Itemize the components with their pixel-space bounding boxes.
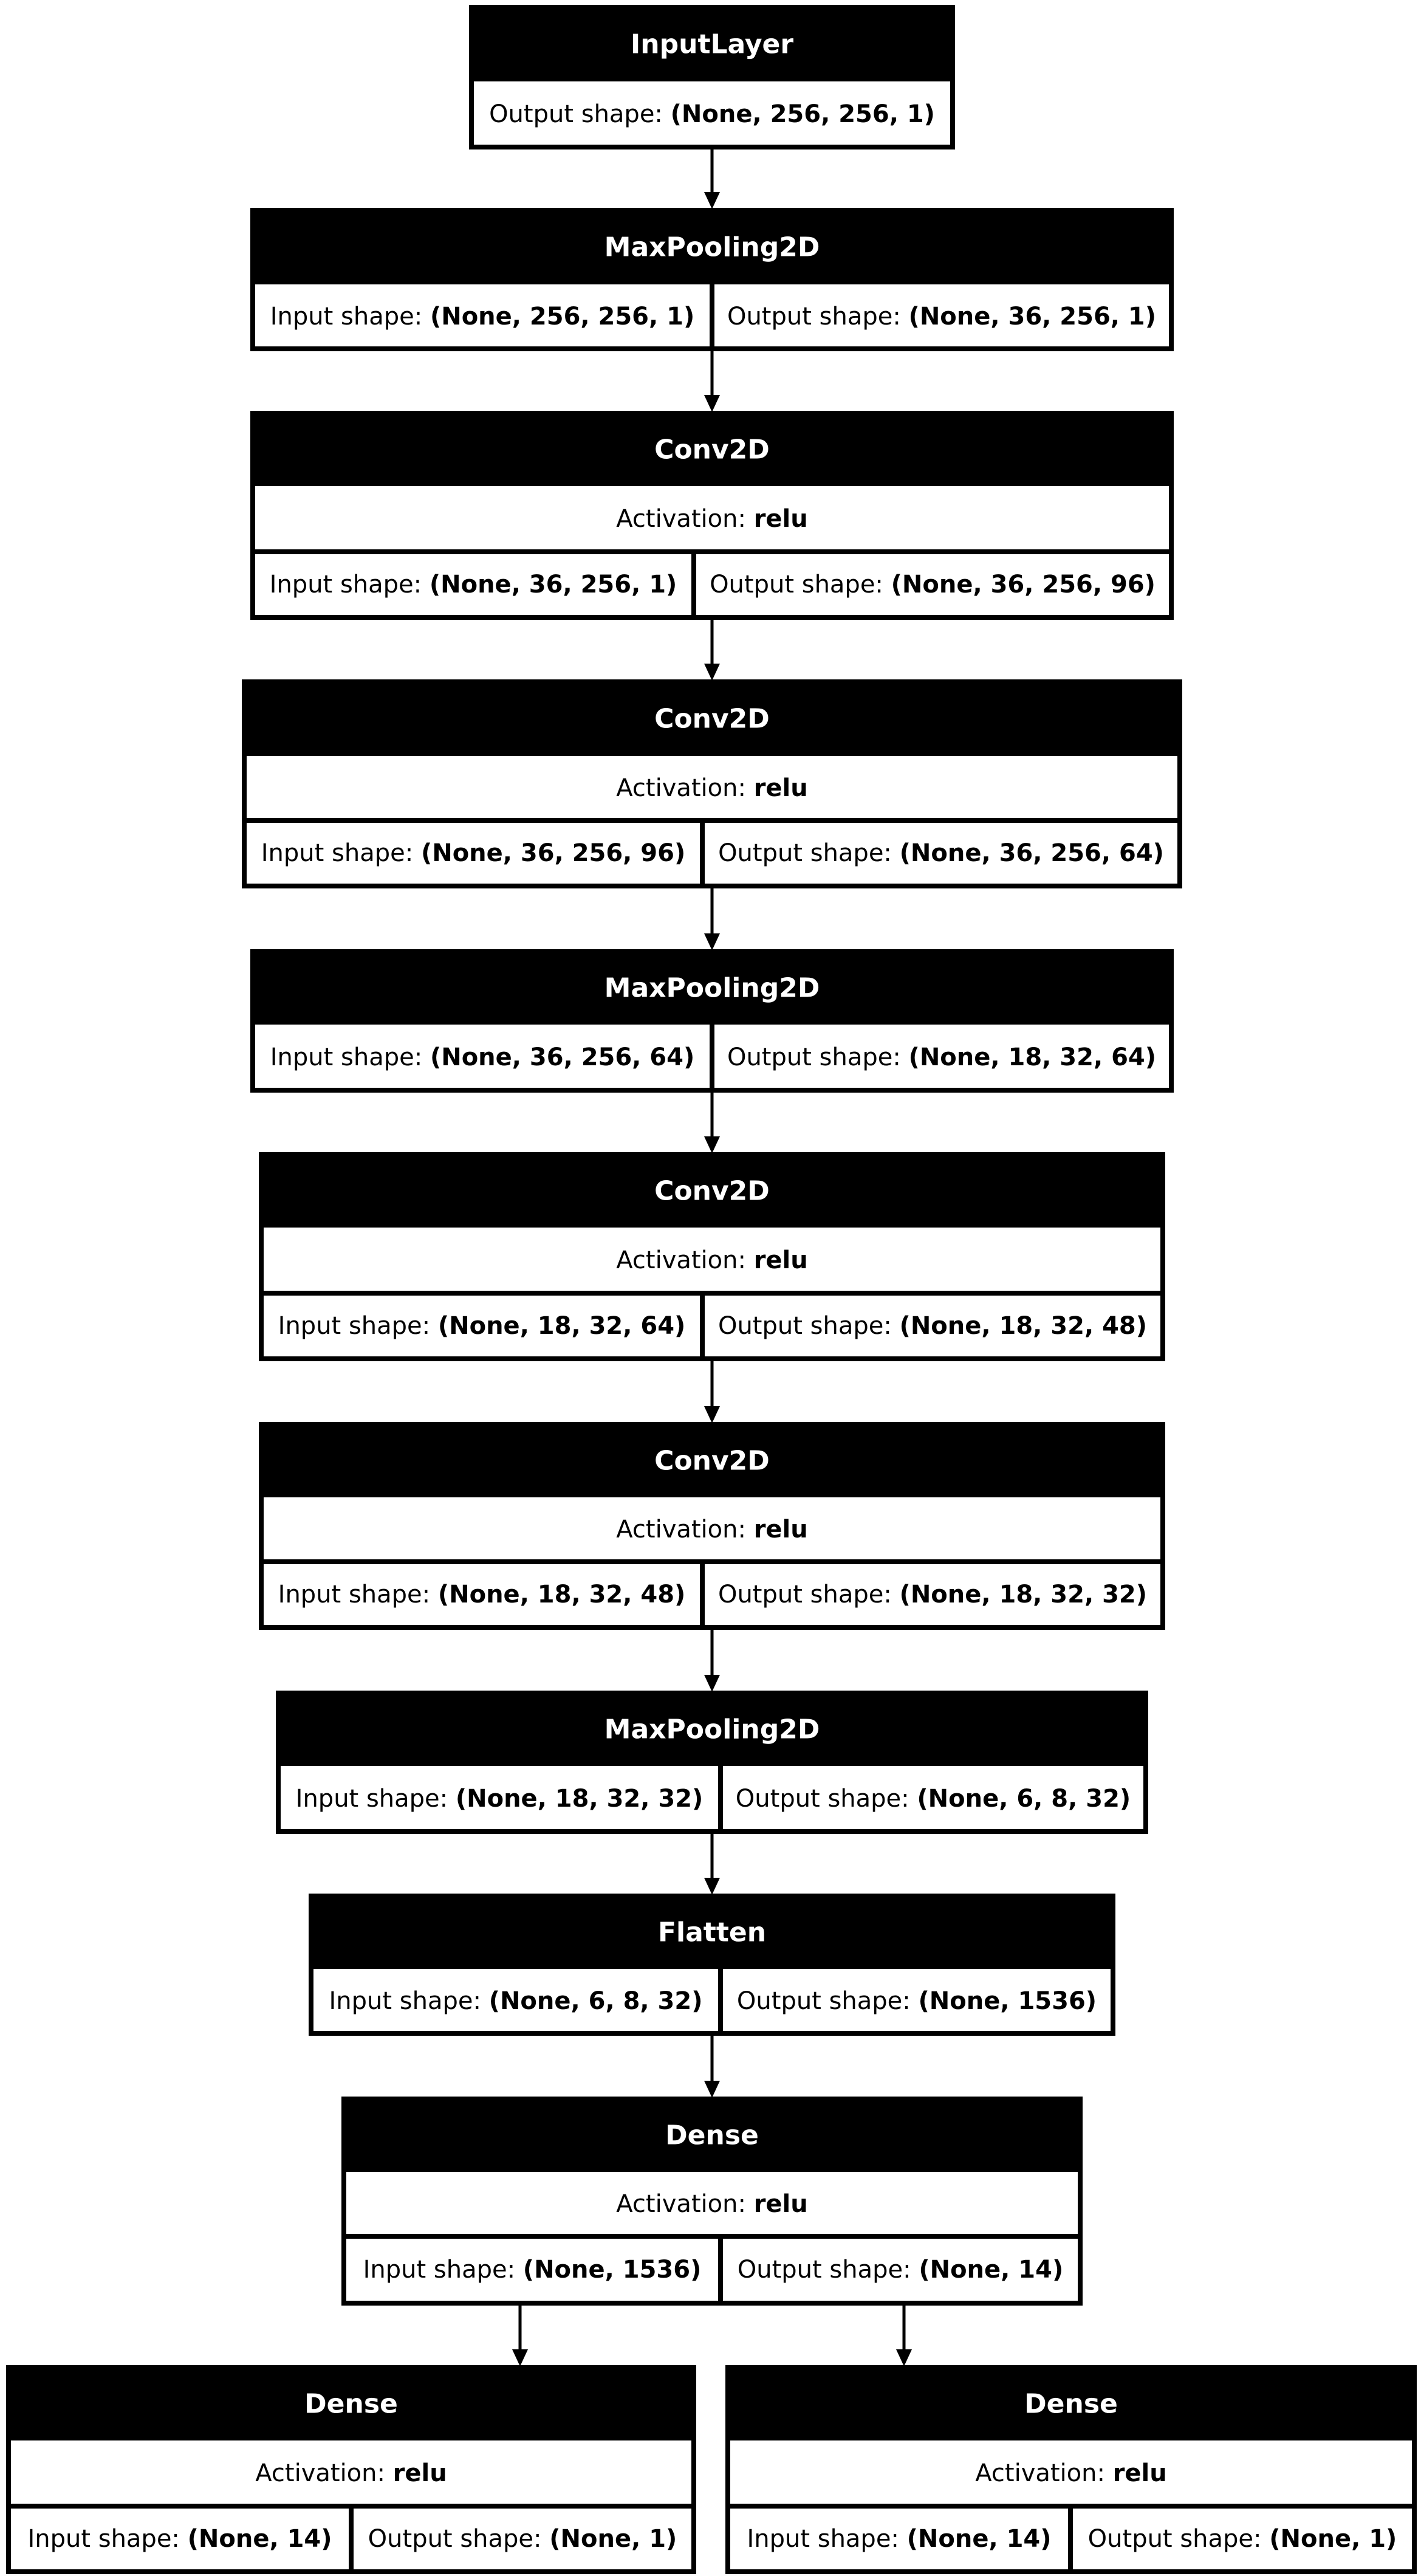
activation-text-value: relu	[753, 1516, 808, 1544]
output-shape-text-value: (None, 6, 8, 32)	[917, 1785, 1131, 1813]
output-shape-text-label: Output shape:	[368, 2525, 550, 2553]
output-shape-text-value: (None, 14)	[919, 2256, 1064, 2284]
edge-conv2d-2-to-maxpooling2d-2	[704, 886, 720, 950]
input-shape-text-value: (None, 36, 256, 64)	[430, 1043, 695, 1071]
output-shape-text-label: Output shape:	[735, 1785, 917, 1813]
input-shape-text	[278, 1581, 686, 1609]
input-shape-text-label: Input shape:	[295, 1785, 456, 1813]
arrow-head-icon	[704, 1406, 720, 1423]
input-shape-text	[296, 1785, 704, 1813]
edge-flatten-to-dense-1	[704, 2033, 720, 2098]
input-shape-text-label: Input shape:	[278, 1312, 438, 1340]
input-shape-text	[270, 1043, 695, 1071]
output-shape-text-value: (None, 36, 256, 96)	[891, 571, 1156, 599]
layer-node-dense-1	[344, 2099, 1080, 2303]
output-shape-text-label: Output shape:	[717, 1581, 900, 1609]
arrow-head-icon	[704, 1675, 720, 1692]
layer-node-dense-3	[728, 2368, 1414, 2572]
input-shape-text-label: Input shape:	[270, 1043, 430, 1071]
layer-title: Conv2D	[654, 434, 770, 465]
edge-dense-1-to-dense-2	[512, 2303, 528, 2366]
activation-text	[616, 1246, 808, 1274]
input-shape-text-label: Input shape:	[329, 1987, 489, 2015]
layer-title: Conv2D	[654, 1175, 770, 1207]
output-shape-text-value: (None, 36, 256, 64)	[899, 839, 1164, 867]
arrow-head-icon	[896, 2349, 912, 2366]
activation-text-value: relu	[1112, 2459, 1167, 2487]
arrow-head-icon	[704, 933, 720, 950]
output-shape-text	[718, 839, 1164, 867]
output-shape-text	[727, 1043, 1156, 1071]
arrow-head-icon	[704, 1136, 720, 1153]
output-shape-text	[368, 2525, 677, 2553]
input-shape-text-label: Input shape:	[269, 571, 430, 599]
arrow-head-icon	[704, 1878, 720, 1895]
layer-title: MaxPooling2D	[604, 1714, 820, 1745]
output-shape-text-value: (None, 1536)	[918, 1987, 1097, 2015]
activation-text-value: relu	[753, 1246, 808, 1274]
output-shape-text	[736, 1785, 1131, 1813]
layer-node-input-layer	[471, 7, 953, 147]
edge-conv2d-3-to-conv2d-4	[704, 1359, 720, 1423]
input-shape-text-value: (None, 256, 256, 1)	[430, 303, 695, 331]
layer-node-conv2d-3	[261, 1155, 1163, 1359]
output-shape-text	[727, 303, 1156, 331]
input-shape-text-value: (None, 36, 256, 1)	[429, 571, 677, 599]
input-shape-text-label: Input shape:	[363, 2256, 523, 2284]
output-shape-text-label: Output shape:	[727, 303, 909, 331]
output-shape-text-label: Output shape:	[736, 1987, 919, 2015]
output-shape-text-label: Output shape:	[737, 2256, 919, 2284]
input-shape-text	[270, 571, 677, 599]
output-shape-text-value: (None, 18, 32, 32)	[899, 1581, 1148, 1609]
input-shape-text	[270, 303, 695, 331]
activation-text-label: Activation:	[616, 1516, 754, 1544]
layer-title: Conv2D	[654, 703, 770, 735]
layer-node-maxpooling2d-3	[278, 1693, 1146, 1832]
output-shape-text-label: Output shape:	[710, 571, 891, 599]
layer-node-conv2d-1	[253, 413, 1171, 617]
activation-text-value: relu	[753, 505, 808, 533]
arrow-head-icon	[704, 2081, 720, 2098]
output-shape-text-value: (None, 1)	[549, 2525, 677, 2553]
output-shape-text-label: Output shape:	[717, 1312, 900, 1340]
layer-title: Dense	[304, 2388, 398, 2420]
output-shape-text	[737, 1987, 1097, 2015]
edge-conv2d-1-to-conv2d-2	[704, 617, 720, 681]
edge-maxpooling2d-1-to-conv2d-1	[704, 349, 720, 412]
activation-text-label: Activation:	[616, 1246, 754, 1274]
edge-maxpooling2d-2-to-conv2d-3	[704, 1090, 720, 1153]
layer-node-dense-2	[9, 2368, 694, 2572]
activation-text	[255, 2459, 447, 2487]
activation-text	[616, 2190, 808, 2218]
layer-node-maxpooling2d-1	[253, 210, 1171, 349]
input-shape-text-value: (None, 18, 32, 64)	[437, 1312, 686, 1340]
input-shape-text	[261, 839, 686, 867]
output-shape-text	[718, 1581, 1147, 1609]
layer-title: MaxPooling2D	[604, 972, 820, 1004]
input-shape-text-label: Input shape:	[261, 839, 421, 867]
input-shape-text-value: (None, 14)	[187, 2525, 332, 2553]
arrow-head-icon	[512, 2349, 528, 2366]
activation-text-label: Activation:	[616, 774, 754, 802]
input-shape-text-value: (None, 18, 32, 48)	[437, 1581, 686, 1609]
output-shape-text	[489, 100, 935, 128]
edge-conv2d-4-to-maxpooling2d-3	[704, 1627, 720, 1692]
layer-node-maxpooling2d-2	[253, 952, 1171, 1090]
layer-title: Dense	[665, 2120, 759, 2151]
input-shape-text-label: Input shape:	[747, 2525, 907, 2553]
activation-text-value: relu	[753, 2190, 808, 2218]
output-shape-text-value: (None, 18, 32, 48)	[899, 1312, 1148, 1340]
input-shape-text	[747, 2525, 1051, 2553]
activation-text-label: Activation:	[616, 2190, 754, 2218]
output-shape-text	[738, 2256, 1063, 2284]
input-shape-text-label: Input shape:	[270, 303, 430, 331]
activation-text	[616, 505, 808, 533]
output-shape-text	[1088, 2525, 1397, 2553]
output-shape-text	[710, 571, 1156, 599]
activation-text-label: Activation:	[616, 505, 754, 533]
output-shape-text-label: Output shape:	[718, 839, 900, 867]
activation-text	[975, 2459, 1167, 2487]
activation-text-label: Activation:	[975, 2459, 1113, 2487]
layer-title: Flatten	[657, 1917, 767, 1948]
arrow-head-icon	[704, 664, 720, 681]
output-shape-text-value: (None, 18, 32, 64)	[908, 1043, 1157, 1071]
input-shape-text-label: Input shape:	[278, 1581, 438, 1609]
output-shape-text-value: (None, 1)	[1269, 2525, 1397, 2553]
input-shape-text-value: (None, 6, 8, 32)	[488, 1987, 703, 2015]
input-shape-text	[329, 1987, 702, 2015]
input-shape-text-value: (None, 1536)	[522, 2256, 702, 2284]
input-shape-text-value: (None, 14)	[906, 2525, 1052, 2553]
edge-dense-1-to-dense-3	[896, 2303, 912, 2366]
activation-text	[616, 774, 808, 802]
input-shape-text	[363, 2256, 702, 2284]
output-shape-text-value: (None, 256, 256, 1)	[670, 100, 935, 128]
activation-text-label: Activation:	[255, 2459, 393, 2487]
output-shape-text-value: (None, 36, 256, 1)	[908, 303, 1157, 331]
edge-input-layer-to-maxpooling2d-1	[704, 147, 720, 209]
activation-text-value: relu	[753, 774, 808, 802]
input-shape-text-value: (None, 36, 256, 96)	[420, 839, 686, 867]
output-shape-text	[718, 1312, 1147, 1340]
arrow-head-icon	[704, 395, 720, 412]
activation-text-value: relu	[392, 2459, 447, 2487]
input-shape-text	[278, 1312, 686, 1340]
layer-title: InputLayer	[630, 29, 794, 60]
output-shape-text-label: Output shape:	[489, 100, 671, 128]
edge-maxpooling2d-3-to-flatten	[704, 1832, 720, 1895]
layer-node-conv2d-2	[244, 682, 1180, 886]
input-shape-text	[27, 2525, 332, 2553]
layer-node-conv2d-4	[261, 1424, 1163, 1627]
input-shape-text-value: (None, 18, 32, 32)	[455, 1785, 704, 1813]
layer-title: Dense	[1024, 2388, 1118, 2420]
layer-title: MaxPooling2D	[604, 232, 820, 263]
output-shape-text-label: Output shape:	[1087, 2525, 1270, 2553]
arrow-head-icon	[704, 192, 720, 209]
input-shape-text-label: Input shape:	[27, 2525, 188, 2553]
output-shape-text-label: Output shape:	[727, 1043, 909, 1071]
layer-node-flatten	[311, 1896, 1113, 2033]
layer-title: Conv2D	[654, 1445, 770, 1477]
activation-text	[616, 1516, 808, 1544]
